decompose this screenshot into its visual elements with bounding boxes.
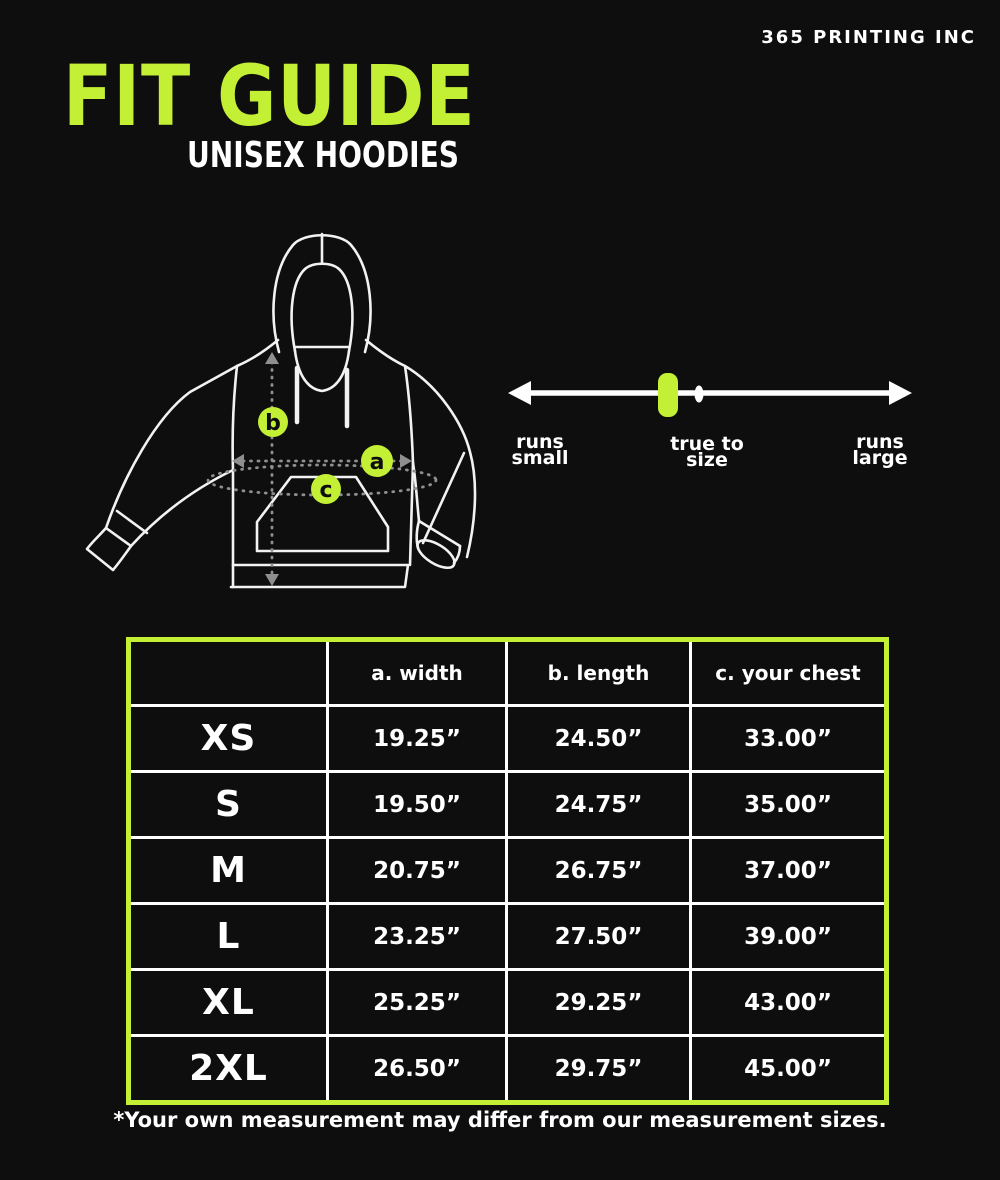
brand-name: 365 PRINTING INC [761,27,976,48]
scale-label-line: true to [670,433,744,455]
drawstrings [297,368,347,426]
page-title: FIT GUIDE [63,47,476,145]
size-label-s: S [131,773,326,836]
table-header-blank [131,642,326,704]
marker-letter: c [319,478,333,503]
marker-a [361,445,393,477]
arrow-right-head-icon [889,381,912,405]
scale-label-true-to-size [657,433,757,471]
table-cell: 37.00” [692,839,884,902]
table-header-length: b. length [508,642,689,704]
table-cell: 33.00” [692,707,884,770]
scale-label-line: runs [856,431,904,453]
table-cell: 27.50” [508,905,689,968]
table-cell: 23.25” [329,905,505,968]
table-cell: 26.50” [329,1037,505,1100]
size-label-2xl: 2XL [131,1037,326,1100]
page-subtitle: UNISEX HOODIES [187,135,459,176]
scale-label-line: large [852,447,908,469]
scale-dot [695,386,704,403]
scale-label-line: small [511,447,569,469]
table-cell: 35.00” [692,773,884,836]
table-cell: 25.25” [329,971,505,1034]
scale-label-runs-large [830,431,930,469]
table-cell: 24.75” [508,773,689,836]
table-cell: 43.00” [692,971,884,1034]
table-cell: 39.00” [692,905,884,968]
marker-letter: b [265,411,281,436]
true-to-size-marker [658,373,678,417]
size-label-m: M [131,839,326,902]
scale-label-runs-small [490,431,590,469]
table-cell: 29.25” [508,971,689,1034]
table-cell: 26.75” [508,839,689,902]
table-cell: 24.50” [508,707,689,770]
size-label-l: L [131,905,326,968]
scale-label-line: runs [516,431,564,453]
arrow-left-head-icon [508,381,531,405]
marker-b [258,407,288,437]
table-cell: 45.00” [692,1037,884,1100]
table-header-chest: c. your chest [692,642,884,704]
table-cell: 19.50” [329,773,505,836]
size-label-xl: XL [131,971,326,1034]
table-header-width: a. width [329,642,505,704]
scale-label-line: size [686,449,728,471]
marker-c [311,474,341,504]
size-label-xs: XS [131,707,326,770]
table-cell: 20.75” [329,839,505,902]
table-cell: 19.25” [329,707,505,770]
size-table [126,637,889,1105]
marker-letter: a [369,450,385,475]
table-cell: 29.75” [508,1037,689,1100]
fit-scale [508,373,912,417]
footnote: *Your own measurement may differ from our measurement sizes. [113,1108,887,1132]
